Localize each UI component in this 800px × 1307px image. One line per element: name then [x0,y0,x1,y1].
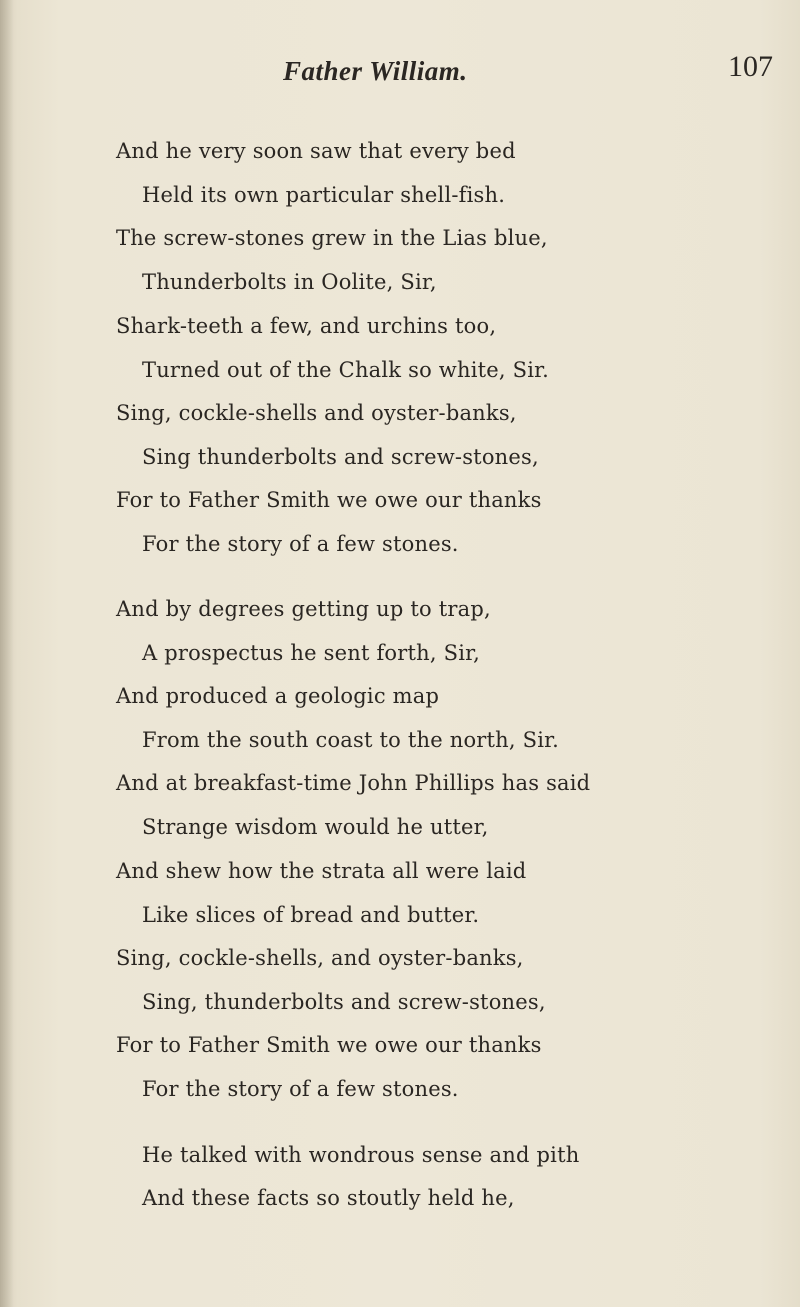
poem-line: For to Father Smith we owe our thanks [116,1033,542,1057]
poem-line: And by degrees getting up to trap, [116,597,491,621]
poem-line: Sing, cockle-shells and oyster-banks, [116,401,517,425]
running-title: Father William. [283,56,468,86]
poem-line: Turned out of the Chalk so white, Sir. [142,358,549,382]
poem-line: For to Father Smith we owe our thanks [116,488,542,512]
poem-line: And produced a geologic map [116,684,440,708]
poem-line: He talked with wondrous sense and pith [142,1143,580,1167]
poem-line: For the story of a few stones. [142,1077,459,1101]
poem-line: Strange wisdom would he utter, [142,815,489,839]
poem-line: Sing, cockle-shells, and oyster-banks, [116,946,524,970]
poem-line: Sing, thunderbolts and screw-stones, [142,990,546,1014]
poem-line: Held its own particular shell-fish. [142,183,506,207]
poem-line: Thunderbolts in Oolite, Sir, [142,270,437,294]
poem-line: For the story of a few stones. [142,532,459,556]
poem-line: And shew how the strata all were laid [116,859,527,883]
poem-line: And he very soon saw that every bed [116,139,516,163]
page-gutter-shadow [0,0,14,1307]
poem-line: Like slices of bread and butter. [142,903,480,927]
poem-line: The screw-stones grew in the Lias blue, [116,226,548,250]
poem-line: Sing thunderbolts and screw-stones, [142,445,539,469]
page-number: 107 [728,50,773,83]
poem-line: And these facts so stoutly held he, [142,1186,515,1210]
poem-line: A prospectus he sent forth, Sir, [142,641,480,665]
poem-line: From the south coast to the north, Sir. [142,728,559,752]
poem-line: Shark-teeth a few, and urchins too, [116,314,497,338]
poem-line: And at breakfast-time John Phillips has said [116,771,591,795]
